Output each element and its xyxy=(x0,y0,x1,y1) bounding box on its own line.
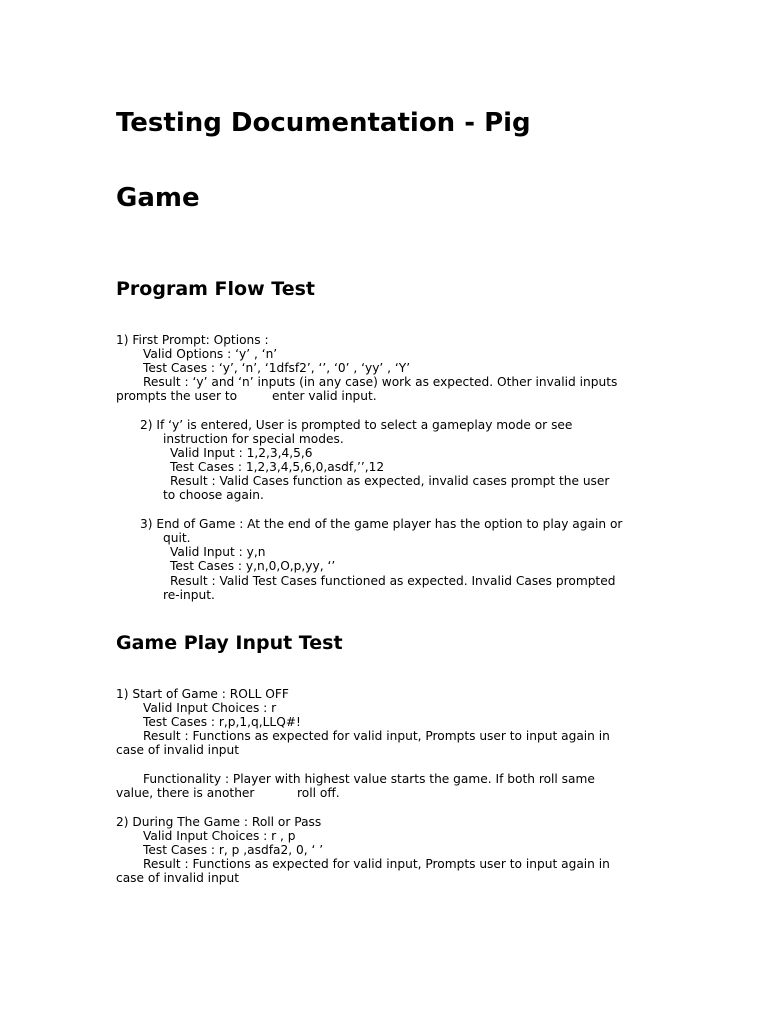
pf-test-3-result: Result : Valid Test Cases functioned as expected. Invalid Cases prompted xyxy=(170,574,616,588)
gp-test-2-valid: Valid Input Choices : r , p xyxy=(143,829,296,843)
pf-test-3-title: 3) End of Game : At the end of the game player has the option to play again or xyxy=(140,517,623,531)
pf-test-2-cases: Test Cases : 1,2,3,4,5,6,0,asdf,’’,12 xyxy=(170,460,385,474)
gp-test-2-cases: Test Cases : r, p ,asdfa2, 0, ‘ ’ xyxy=(143,843,324,857)
pf-test-2-result-cont: to choose again. xyxy=(163,488,264,502)
document-title-line-1: Testing Documentation - Pig xyxy=(116,108,531,138)
pf-test-1-valid: Valid Options : ‘y’ , ‘n’ xyxy=(143,347,278,361)
pf-test-1-result: Result : ‘y’ and ‘n’ inputs (in any case) work as expected. Other invalid inputs xyxy=(143,375,618,389)
gp-test-1-functionality-cont: value, there is another roll off. xyxy=(116,786,340,800)
gp-test-2-result: Result : Functions as expected for valid input, Prompts user to input again in xyxy=(143,857,610,871)
pf-test-3-result-cont: re-input. xyxy=(163,588,215,602)
gp-test-1-result: Result : Functions as expected for valid input, Prompts user to input again in xyxy=(143,729,610,743)
pf-test-1-title: 1) First Prompt: Options : xyxy=(116,333,269,347)
gp-test-1-valid: Valid Input Choices : r xyxy=(143,701,277,715)
pf-test-2-valid: Valid Input : 1,2,3,4,5,6 xyxy=(170,446,313,460)
pf-test-3-cases: Test Cases : y,n,0,O,p,yy, ‘’ xyxy=(170,559,336,573)
gp-test-2-result-cont: case of invalid input xyxy=(116,871,240,885)
pf-test-1-result-cont: prompts the user to enter valid input. xyxy=(116,389,377,403)
pf-test-1-cases: Test Cases : ‘y’, ‘n’, ‘1dfsf2’, ‘’, ‘0’ , ‘yy’ , ‘Y’ xyxy=(143,361,411,375)
gp-test-1-functionality: Functionality : Player with highest value starts the game. If both roll same xyxy=(143,772,595,786)
pf-test-3-title-cont: quit. xyxy=(163,531,191,545)
pf-test-2-title: 2) If ‘y’ is entered, User is prompted to select a gameplay mode or see xyxy=(140,418,573,432)
pf-test-2-result: Result : Valid Cases function as expected, invalid cases prompt the user xyxy=(170,474,610,488)
gp-test-2-title: 2) During The Game : Roll or Pass xyxy=(116,815,322,829)
gp-test-1-cases: Test Cases : r,p,1,q,LLQ#! xyxy=(143,715,301,729)
document-title-line-2: Game xyxy=(116,183,200,213)
section-heading-game-play-input: Game Play Input Test xyxy=(116,632,343,654)
section-heading-program-flow: Program Flow Test xyxy=(116,278,315,300)
pf-test-3-valid: Valid Input : y,n xyxy=(170,545,266,559)
gp-test-1-result-cont: case of invalid input xyxy=(116,743,240,757)
pf-test-2-title-cont: instruction for special modes. xyxy=(163,432,344,446)
gp-test-1-title: 1) Start of Game : ROLL OFF xyxy=(116,687,289,701)
